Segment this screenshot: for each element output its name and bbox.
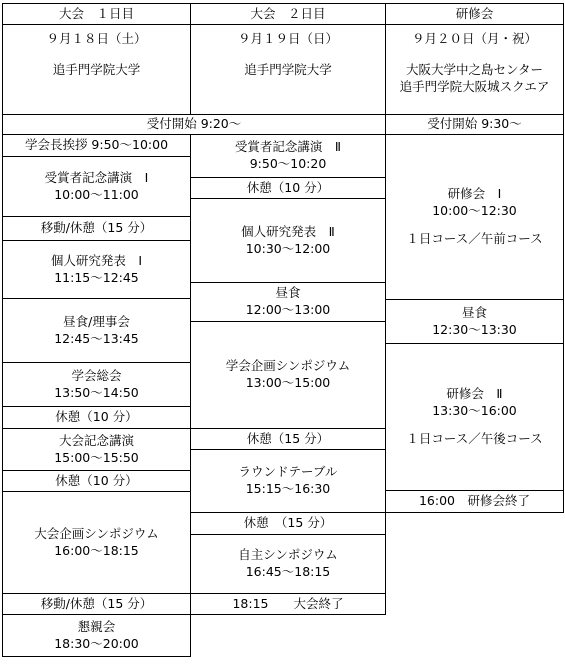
day1-session — [2, 470, 191, 492]
venue-text: 追手門学院大阪城スクエア — [399, 78, 550, 94]
cell-text: 大会 １日目 — [58, 5, 134, 21]
session-text: 18:30～20:00 — [54, 635, 139, 651]
session-text: 13:30～16:00 — [432, 402, 517, 418]
session-text: 個人研究発表 Ⅱ — [241, 223, 335, 239]
column-header — [385, 3, 564, 25]
session-text: 研修会 Ⅱ — [446, 385, 503, 401]
training-session — [385, 134, 564, 300]
day2-session — [190, 321, 386, 429]
day2-session — [190, 593, 386, 615]
date-text: ９月１８日（土） — [46, 31, 147, 46]
day1-session — [2, 134, 191, 157]
training-session — [385, 343, 564, 491]
day2-session — [190, 449, 386, 513]
session-text: 休憩 （15 分） — [243, 515, 333, 531]
session-text: 昼食 — [275, 285, 301, 301]
session-text: 大会企画シンポジウム — [34, 525, 159, 541]
session-text: 学会長挨拶 9:50～10:00 — [24, 137, 169, 153]
session-text: 11:15～12:45 — [54, 269, 139, 285]
session-text: 学会企画シンポジウム — [225, 358, 351, 374]
session-text: １日コース／午後コース — [406, 431, 543, 447]
session-text: 10:00～12:30 — [432, 202, 517, 218]
session-text: 15:00～15:50 — [54, 449, 139, 465]
reception-training-cell — [385, 114, 564, 135]
session-text: 16:00 研修会終了 — [418, 493, 531, 509]
session-text: 大会記念講演 — [58, 432, 134, 448]
column-header — [190, 3, 386, 25]
day1-session — [2, 240, 191, 299]
date-venue-cell — [190, 24, 386, 115]
reception-text: 受付開始 9:30～ — [427, 116, 522, 132]
venue-text: 大阪大学中之島センター — [405, 61, 543, 77]
day1-session — [2, 156, 191, 217]
cell-text: 研修会 — [455, 5, 494, 21]
day2-session — [190, 534, 386, 594]
session-text: 移動/休憩（15 分） — [40, 595, 153, 611]
day1-session — [2, 406, 191, 429]
session-text: 16:45～18:15 — [245, 564, 331, 579]
day1-session — [2, 614, 191, 657]
session-text: 10:30～12:00 — [245, 240, 331, 256]
session-text: 昼食 — [461, 304, 487, 320]
session-text: 受賞者記念講演 Ⅱ — [234, 139, 342, 155]
day2-session — [190, 282, 386, 322]
day1-session — [2, 362, 191, 407]
session-text: 休憩（15 分） — [246, 430, 330, 446]
session-text: 昼食/理事会 — [63, 313, 130, 329]
day1-session — [2, 593, 191, 615]
session-text: 移動/休憩（15 分） — [40, 220, 153, 236]
session-text: 12:00～13:00 — [245, 302, 331, 317]
session-text: 13:50～14:50 — [54, 384, 139, 400]
day1-session — [2, 428, 191, 471]
session-text: 12:30～13:30 — [432, 321, 517, 337]
day2-session — [190, 512, 386, 535]
day2-session — [190, 198, 386, 283]
venue-text: 追手門学院大学 — [244, 61, 332, 77]
session-text: 13:00～15:00 — [245, 375, 331, 390]
session-text: 16:00～18:15 — [54, 542, 139, 558]
session-text: 個人研究発表 Ⅰ — [50, 252, 143, 268]
session-text: 18:15 大会終了 — [232, 595, 344, 611]
session-text: 休憩（10 分） — [246, 179, 330, 195]
session-text: 15:15～16:30 — [245, 481, 331, 496]
training-session — [385, 490, 564, 513]
session-text: 学会総会 — [71, 367, 122, 383]
reception-day-cell — [2, 114, 386, 135]
session-text: １日コース／午前コース — [406, 231, 543, 247]
date-venue-cell — [2, 24, 191, 115]
day1-session — [2, 491, 191, 594]
day2-session — [190, 428, 386, 450]
session-text: ラウンドテーブル — [238, 464, 338, 480]
session-text: 12:45～13:45 — [54, 330, 139, 346]
reception-text: 受付開始 9:20～ — [146, 116, 242, 132]
session-text: 9:50～10:20 — [249, 156, 327, 171]
session-text: 懇親会 — [77, 618, 116, 634]
date-venue-cell — [385, 24, 564, 115]
venue-text: 追手門学院大学 — [52, 61, 141, 77]
day2-session — [190, 177, 386, 199]
session-text: 受賞者記念講演 Ⅰ — [44, 169, 149, 185]
day1-session — [2, 298, 191, 363]
date-text: ９月２０日（月・祝） — [411, 31, 537, 46]
session-text: 研修会 Ⅰ — [447, 185, 502, 201]
session-text: 休憩（10 分） — [55, 409, 138, 425]
session-text: 休憩（10 分） — [55, 472, 138, 488]
column-header — [2, 3, 191, 25]
training-session — [385, 299, 564, 344]
date-text: ９月１９日（日） — [237, 31, 338, 46]
day1-session — [2, 216, 191, 241]
session-text: 10:00～11:00 — [54, 186, 139, 202]
day2-session — [190, 134, 386, 178]
cell-text: 大会 ２日目 — [250, 5, 326, 21]
session-text: 自主シンポジウム — [238, 547, 338, 563]
